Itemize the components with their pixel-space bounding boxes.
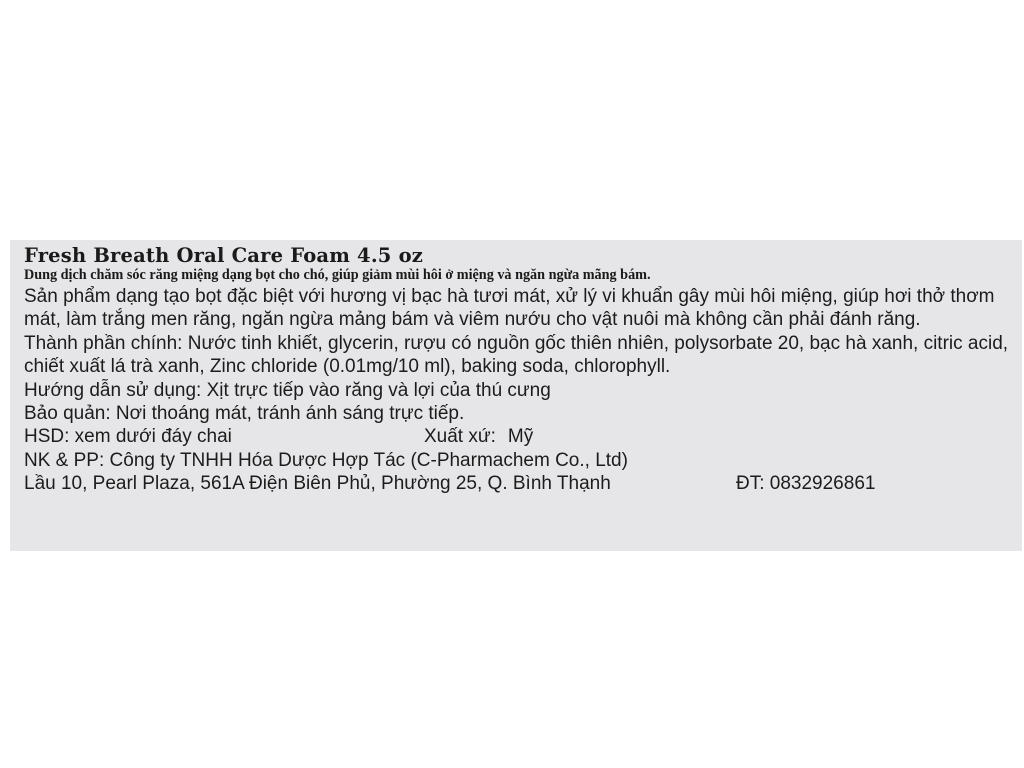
origin-value: Mỹ [507,426,534,448]
usage-text: Hướng dẫn sử dụng: Xịt trực tiếp vào răng và lợi của thú cưng [24,379,551,401]
address-text: Lầu 10, Pearl Plaza, 561A Điện Biên Phủ, Phường 25, Q. Bình Thạnh [24,473,611,495]
product-description: Sản phẩm dạng tạo bọt đặc biệt với hương vị bạc hà tươi mát, xử lý vi khuẩn gây mùi hôi miệng, giúp hơi thở thơm mát, làm trắng men răng, ngăn ngừa mảng bám và viêm nướu cho vật nuôi mà không cần phải đánh răng. [24,286,995,331]
storage-text: Bảo quản: Nơi thoáng mát, tránh ánh sáng trực tiếp. [24,403,465,425]
expiry-origin-row [24,425,1022,448]
origin-label: Xuất xứ: [424,426,496,448]
importer-text: NK & PP: Công ty TNHH Hóa Dược Hợp Tác (C-Pharmachem Co., Ltd) [24,449,628,471]
product-subtitle: Dung dịch chăm sóc răng miệng dạng bọt cho chó, giúp giảm mùi hôi ở miệng và ngăn ngừa mãng bám. [24,267,651,283]
expiry-text: HSD: xem dưới đáy chai [24,426,232,448]
product-title: Fresh Breath Oral Care Foam 4.5 oz [24,244,424,267]
ingredients-text: Thành phần chính: Nước tinh khiết, glycerin, rượu có nguồn gốc thiên nhiên, polysorbate 20, bạc hà xanh, citric acid, chiết xuất lá trà xanh, Zinc chloride (0.01mg/10 ml), baking soda, chlorophyll. [24,332,1009,378]
label-body [24,285,1022,496]
address-phone-row [24,472,1022,495]
product-label [10,240,1022,551]
phone-text: ĐT: 0832926861 [736,473,876,495]
